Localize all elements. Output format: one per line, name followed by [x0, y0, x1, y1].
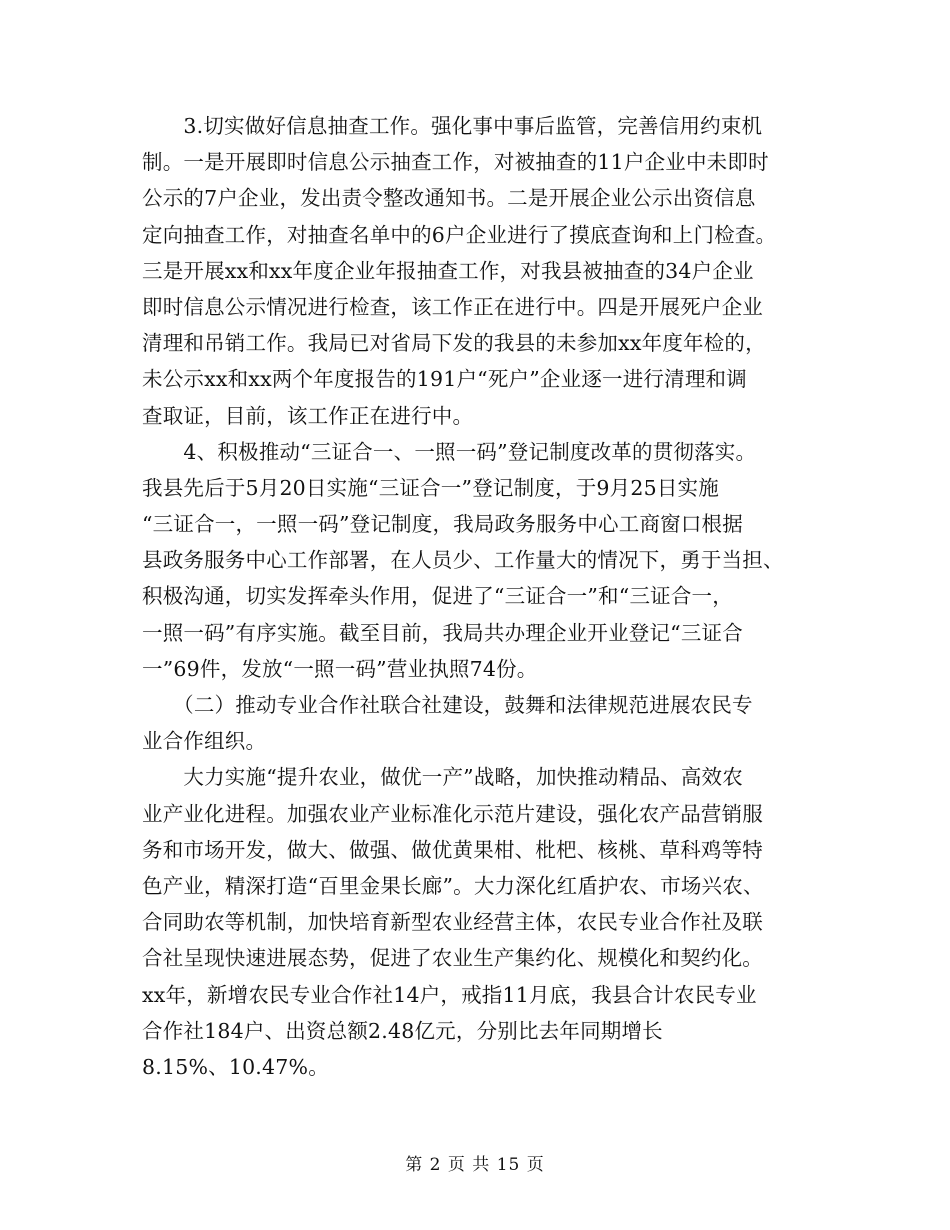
- text-line: 3.切实做好信息抽查工作。强化事中事后监管，完善信用约束机: [142, 114, 763, 138]
- text-line: 积极沟通，切实发挥牵头作用，促进了“三证合一”和“三证合一，: [142, 584, 733, 609]
- page-footer: 第 2 页 共 15 页: [405, 1155, 545, 1175]
- text-line: 合作社184户、出资总额2.48亿元，分别比去年同期增长: [142, 1018, 663, 1043]
- text-line: 合同助农等机制，加快培育新型农业经营主体，农民专业合作社及联: [142, 910, 763, 935]
- text-line: 8.15%、10.47%。: [142, 1054, 329, 1079]
- text-line: 制。一是开展即时信息公示抽查工作，对被抽查的11户企业中未即时: [142, 150, 769, 175]
- text-line: 未公示xx和xx两个年度报告的191户“死户”企业逐一进行清理和调: [142, 367, 747, 392]
- text-line: 我县先后于5月20日实施“三证合一”登记制度，于9月25日实施: [142, 475, 719, 500]
- text-line: 色产业，精深打造“百里金果长廊”。大力深化红盾护农、市场兴农、: [142, 873, 764, 898]
- text-line: 三是开展xx和xx年度企业年报抽查工作，对我县被抽查的34户企业: [142, 258, 754, 283]
- text-line: 即时信息公示情况进行检查，该工作正在进行中。四是开展死户企业: [142, 294, 763, 319]
- text-line: xx年，新增农民专业合作社14户，戒指11月底，我县合计农民专业: [142, 982, 757, 1007]
- text-line: “三证合一，一照一码”登记制度，我局政务服务中心工商窗口根据: [142, 512, 743, 537]
- text-line: 公示的7户企业，发出责令整改通知书。二是开展企业公示出资信息: [142, 186, 756, 211]
- text-line: （二）推动专业合作社联合社建设，鼓舞和法律规范进展农民专: [142, 693, 753, 717]
- text-line: 清理和吊销工作。我局已对省局下发的我县的未参加xx年度年检的，: [142, 331, 766, 356]
- text-line: 定向抽查工作，对抽查名单中的6户企业进行了摸底查询和上门检查。: [142, 222, 777, 247]
- text-line: 4、积极推动“三证合一、一照一码”登记制度改革的贯彻落实。: [142, 439, 757, 464]
- text-line: 业产业化进程。加强农业产业标准化示范片建设，强化农产品营销服: [142, 801, 763, 826]
- text-line: 务和市场开发，做大、做强、做优黄果柑、枇杷、核桃、草科鸡等特: [142, 837, 763, 862]
- text-line: 查取证，目前，该工作正在进行中。: [142, 403, 474, 428]
- text-line: 县政务服务中心工作部署，在人员少、工作量大的情况下，勇于当担、: [142, 548, 784, 573]
- text-line: 业合作组织。: [142, 729, 267, 754]
- text-line: 一”69件，发放“一照一码”营业执照74份。: [142, 656, 538, 681]
- text-line: 一照一码”有序实施。截至目前，我局共办理企业开业登记“三证合: [142, 620, 743, 645]
- text-line: 合社呈现快速进展态势，促进了农业生产集约化、规模化和契约化。: [142, 946, 763, 971]
- text-line: 大力实施“提升农业，做优一产”战略，加快推动精品、高效农: [142, 765, 743, 790]
- body-text: [142, 108, 812, 1085]
